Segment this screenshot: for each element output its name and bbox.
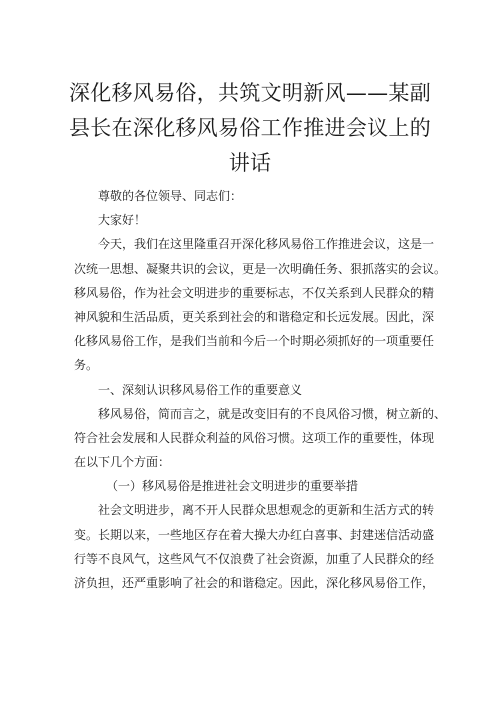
paragraph-line: 化移风易俗工作，是我们当前和今后一个时期必须抓好的一项重要任	[74, 334, 435, 349]
paragraph-line: 务。	[74, 358, 99, 373]
paragraph-line: 移风易俗，作为社会文明进步的重要标志，不仅关系到人民群众的精	[74, 285, 435, 300]
paragraph-line: 符合社会发展和人民群众利益的风俗习惯。这项工作的重要性，体现	[74, 430, 435, 445]
paragraph-line: 行等不良风气，这些风气不仅浪费了社会资源，加重了人民群众的经	[74, 551, 435, 566]
document-title	[60, 76, 440, 181]
paragraph-line: 今天，我们在这里隆重召开深化移风易俗工作推进会议，这是一	[98, 237, 435, 252]
title-line: 深化移风易俗，共筑文明新风——某副	[68, 81, 432, 105]
paragraph-opening	[74, 232, 447, 377]
paragraph-line: 社会文明进步，离不开人民群众思想观念的更新和生活方式的转	[98, 503, 435, 518]
paragraph-line: 神风貌和生活品质，更关系到社会的和谐稳定和长远发展。因此，深	[74, 309, 435, 324]
paragraph-line: 次统一思想、凝聚共识的会议，更是一次明确任务、狠抓落实的会议。	[74, 261, 447, 276]
title-line: 讲话	[228, 151, 272, 175]
paragraph-line: 在以下几个方面：	[74, 455, 171, 470]
title-line: 县长在深化移风易俗工作推进会议上的	[68, 116, 432, 140]
paragraph-significance	[74, 402, 447, 475]
document-body	[74, 184, 447, 595]
paragraph-line: 移风易俗，简而言之，就是改变旧有的不良风俗习惯，树立新的、	[98, 406, 447, 421]
paragraph-line: 变。长期以来，一些地区存在着大操大办红白喜事、封建迷信活动盛	[74, 527, 435, 542]
greeting: 大家好！	[98, 213, 147, 228]
section-heading: 一、深刻认识移风易俗工作的重要意义	[98, 382, 303, 397]
salutation: 尊敬的各位领导、同志们：	[98, 189, 243, 203]
paragraph-line: 济负担，还严重影响了社会的和谐稳定。因此，深化移风易俗工作，	[74, 576, 435, 590]
subsection-heading: （一）移风易俗是推进社会文明进步的重要举措	[106, 479, 359, 494]
paragraph-civilization	[74, 498, 434, 595]
